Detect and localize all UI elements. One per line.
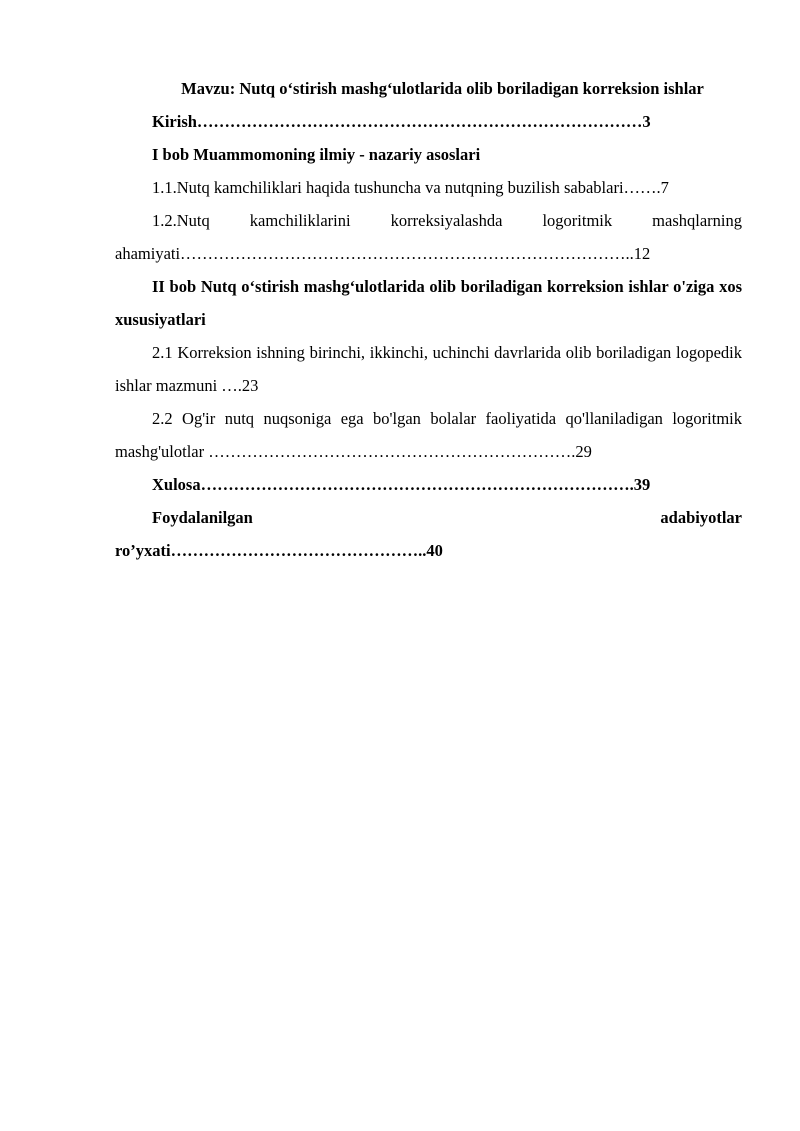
toc-entry-1-1: 1.1.Nutq kamchiliklari haqida tushuncha va nutqning buzilish sabablari…….7	[152, 178, 669, 197]
page-title: Mavzu: Nutq o‘stirish mashg‘ulotlarida olib boriladigan korreksion ishlar	[181, 79, 704, 98]
table-of-contents	[115, 72, 742, 567]
toc-word: logoritmik	[542, 211, 613, 230]
toc-entry-2-2: 2.2 Og'ir nutq nuqsoniga ega bo'lgan bolalar faoliyatida qo'llaniladigan logoritmik mashg'ulotlar ………………………………………………………….29	[115, 409, 742, 461]
toc-entry-foydalanilgan-line1	[115, 501, 742, 534]
toc-word: kamchiliklarini	[249, 211, 351, 230]
toc-chapter-2: II bob Nutq o‘stirish mashg‘ulotlarida olib boriladigan korreksion ishlar o'ziga xos xususiyatlari	[115, 277, 742, 329]
toc-word: Foydalanilgan	[152, 508, 253, 527]
toc-chapter-1: I bob Muammomoning ilmiy - nazariy asoslari	[152, 145, 481, 164]
toc-word: mashqlarning	[652, 211, 742, 230]
toc-entry-kirish: Kirish………………………………………………………………………3	[152, 112, 651, 131]
toc-word: 1.2.Nutq	[152, 211, 210, 230]
toc-entry-foydalanilgan-line2: ro’yxati………………………………………..40	[115, 541, 443, 560]
toc-entry-2-1: 2.1 Korreksion ishning birinchi, ikkinchi, uchinchi davrlarida olib boriladigan logopedik ishlar mazmuni ….23	[115, 343, 742, 395]
toc-entry-1-2-line1	[115, 204, 742, 237]
toc-entry-xulosa: Xulosa…………………………………………………………………….39	[152, 475, 651, 494]
toc-entry-1-2-line2: ahamiyati………………………………………………………………………..12	[115, 244, 651, 263]
toc-word: korreksiyalashda	[390, 211, 503, 230]
toc-word: adabiyotlar	[660, 508, 742, 527]
